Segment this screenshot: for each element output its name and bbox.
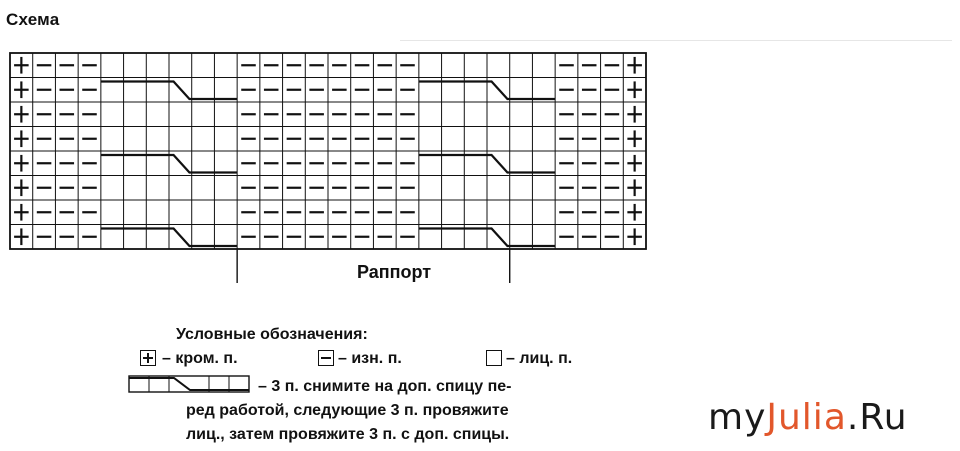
diagram-title: Схема [6, 10, 60, 29]
watermark-part2: Julia [766, 397, 847, 438]
purl-stitch-icon [318, 350, 334, 366]
rapport-label: Раппорт [357, 262, 432, 282]
legend-knit-text: – лиц. п. [506, 350, 573, 367]
legend-edge-text: – кром. п. [162, 350, 238, 367]
legend-purl-text: – изн. п. [338, 350, 402, 367]
knit-stitch-icon [486, 350, 502, 366]
edge-stitch-icon [140, 350, 156, 366]
watermark [708, 397, 908, 438]
cable-symbol-icon [128, 374, 250, 394]
legend-title: Условные обозначения: [176, 326, 368, 343]
legend-cable-line3: лиц., затем провяжите 3 п. с доп. спицы. [186, 426, 510, 443]
legend-cable-line1: – 3 п. снимите на доп. спицу пе- [258, 378, 512, 395]
watermark-part3: .Ru [846, 397, 908, 438]
watermark-part1: my [708, 397, 767, 438]
legend-cable-line2: ред работой, следующие 3 п. провяжите [186, 402, 509, 419]
